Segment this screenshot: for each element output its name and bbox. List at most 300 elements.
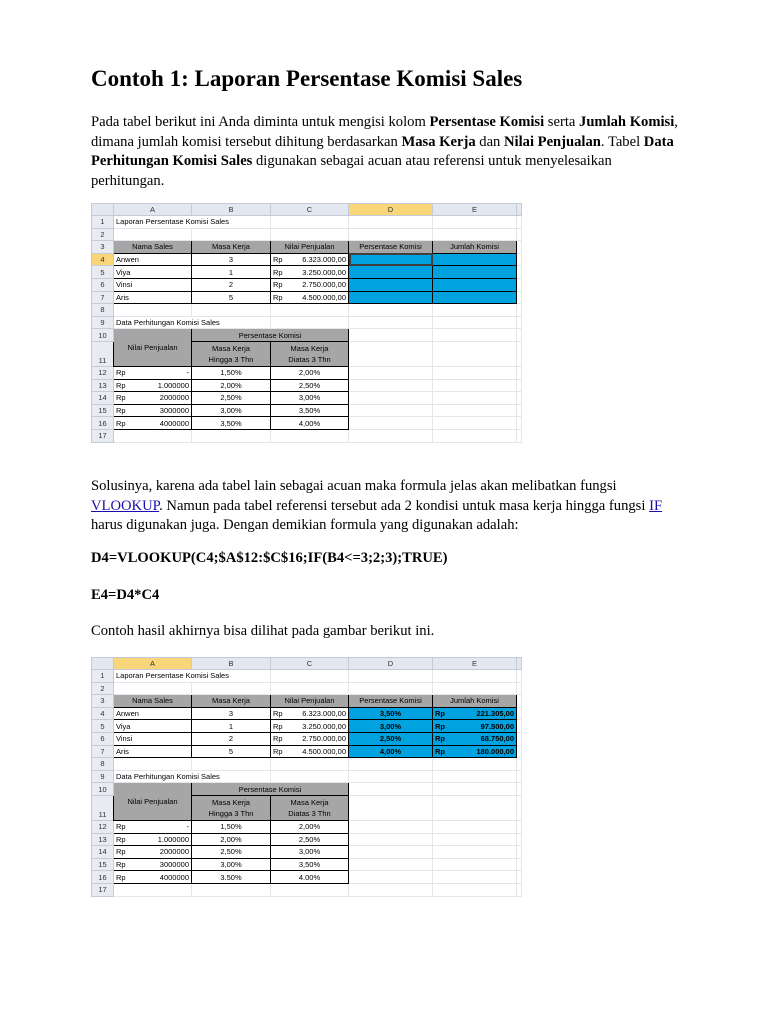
- ref-title[interactable]: Data Perhitungan Komisi Sales: [114, 316, 271, 329]
- row-header[interactable]: 8: [92, 304, 114, 317]
- cell[interactable]: [349, 670, 433, 683]
- cell[interactable]: [517, 278, 522, 291]
- cell[interactable]: [349, 366, 433, 379]
- cell[interactable]: [433, 304, 517, 317]
- cell[interactable]: [517, 871, 522, 884]
- intro-bold: Data Perhitungan Komisi Sales: [91, 133, 674, 169]
- cell[interactable]: [271, 770, 349, 783]
- currency-label: Rp: [435, 721, 445, 731]
- cell[interactable]: [517, 304, 522, 317]
- row-header[interactable]: 13: [92, 833, 114, 846]
- column-header-d[interactable]: D: [349, 658, 433, 670]
- cell-name[interactable]: Viya: [114, 720, 192, 733]
- row-header[interactable]: 15: [92, 858, 114, 871]
- ref-header-line: Masa Kerja: [290, 343, 329, 353]
- ref-nilai[interactable]: [114, 820, 192, 833]
- row-header[interactable]: 6: [92, 278, 114, 291]
- cell-value: 4000000: [159, 872, 189, 882]
- cell[interactable]: [517, 745, 522, 758]
- cell[interactable]: [349, 770, 433, 783]
- row-header[interactable]: 7: [92, 745, 114, 758]
- cell-name[interactable]: Vinsi: [114, 732, 192, 745]
- cell[interactable]: [349, 304, 433, 317]
- ref-header-line: Diatas 3 Thn: [288, 354, 331, 364]
- currency-label: Rp: [116, 847, 126, 857]
- cell[interactable]: [349, 795, 433, 820]
- cell[interactable]: [517, 833, 522, 846]
- column-header-a[interactable]: A: [114, 204, 192, 216]
- cell[interactable]: [349, 820, 433, 833]
- sheet-title[interactable]: Laporan Persentase Komisi Sales: [114, 216, 271, 229]
- row-header[interactable]: 6: [92, 732, 114, 745]
- vlookup-link[interactable]: VLOOKUP: [91, 497, 160, 514]
- cell-name[interactable]: Aris: [114, 291, 192, 304]
- cell[interactable]: [433, 682, 517, 695]
- ref-nilai[interactable]: [114, 833, 192, 846]
- cell[interactable]: [433, 770, 517, 783]
- cell[interactable]: [271, 316, 349, 329]
- ref-header-line: Diatas 3 Thn: [288, 808, 331, 818]
- cell-value: 4.500.000,00: [302, 292, 346, 302]
- cell[interactable]: [433, 404, 517, 417]
- cell[interactable]: [192, 682, 271, 695]
- ref-d3[interactable]: 2,50%: [271, 379, 349, 392]
- ref-h3[interactable]: 2,00%: [192, 833, 271, 846]
- cell[interactable]: [433, 392, 517, 405]
- cell[interactable]: [349, 216, 433, 229]
- cell-name[interactable]: Anwen: [114, 707, 192, 720]
- cell-jumlah[interactable]: [433, 745, 517, 758]
- cell[interactable]: [433, 379, 517, 392]
- cell[interactable]: [271, 670, 349, 683]
- cell[interactable]: [433, 883, 517, 896]
- cell-name[interactable]: Anwen: [114, 253, 192, 266]
- solution-text: . Namun pada tabel referensi tersebut ada 2 kondisi untuk masa kerja hingga fungsi: [159, 497, 650, 514]
- row-header[interactable]: 10: [92, 329, 114, 342]
- cell-masa[interactable]: 1: [192, 266, 271, 279]
- row-header[interactable]: 2: [92, 228, 114, 241]
- intro-paragraph: [91, 113, 681, 191]
- cell-nilai[interactable]: [271, 266, 349, 279]
- ref-nilai[interactable]: [114, 417, 192, 430]
- ref-nilai[interactable]: [114, 871, 192, 884]
- cell-pct[interactable]: 3,00%: [349, 720, 433, 733]
- column-header-f[interactable]: [517, 658, 522, 670]
- ref-h3[interactable]: 3,00%: [192, 404, 271, 417]
- row-header[interactable]: 14: [92, 846, 114, 859]
- cell[interactable]: [517, 883, 522, 896]
- cell-value: 3000000: [159, 860, 189, 870]
- cell-value: 4.500.000,00: [302, 746, 346, 756]
- header-nilai-penjualan[interactable]: Nilai Penjualan: [271, 241, 349, 254]
- cell-masa[interactable]: 3: [192, 253, 271, 266]
- cell-nilai[interactable]: [271, 745, 349, 758]
- select-all-corner[interactable]: [92, 204, 114, 216]
- cell[interactable]: [517, 266, 522, 279]
- column-header-d[interactable]: D: [349, 204, 433, 216]
- cell-masa[interactable]: 5: [192, 745, 271, 758]
- cell[interactable]: [271, 883, 349, 896]
- cell[interactable]: [349, 833, 433, 846]
- currency-label: Rp: [116, 822, 126, 832]
- cell[interactable]: [349, 783, 433, 796]
- row-header[interactable]: 5: [92, 266, 114, 279]
- ref-d3[interactable]: 3,00%: [271, 392, 349, 405]
- cell-nilai[interactable]: [271, 720, 349, 733]
- cell[interactable]: [271, 228, 349, 241]
- cell[interactable]: [517, 429, 522, 442]
- cell-jumlah[interactable]: [433, 266, 517, 279]
- row-header[interactable]: 15: [92, 404, 114, 417]
- currency-label: Rp: [116, 380, 126, 390]
- row-header[interactable]: 4: [92, 707, 114, 720]
- column-header-e[interactable]: E: [433, 658, 517, 670]
- intro-bold: Nilai Penjualan: [504, 133, 601, 150]
- ref-header-line: Hingga 3 Thn: [208, 808, 254, 818]
- cell-nilai[interactable]: [271, 278, 349, 291]
- cell[interactable]: [433, 783, 517, 796]
- cell[interactable]: [433, 228, 517, 241]
- column-header-f[interactable]: [517, 204, 522, 216]
- cell-jumlah[interactable]: [433, 253, 517, 266]
- cell[interactable]: [114, 682, 192, 695]
- cell[interactable]: [517, 366, 522, 379]
- cell[interactable]: [192, 304, 271, 317]
- cell[interactable]: [433, 429, 517, 442]
- ref-h3[interactable]: 2,50%: [192, 846, 271, 859]
- cell[interactable]: [271, 216, 349, 229]
- cell-jumlah[interactable]: [433, 278, 517, 291]
- cell[interactable]: [517, 379, 522, 392]
- cell-name[interactable]: Vinsi: [114, 278, 192, 291]
- ref-nilai[interactable]: [114, 366, 192, 379]
- row-header[interactable]: 9: [92, 316, 114, 329]
- cell[interactable]: [114, 883, 192, 896]
- ref-d3[interactable]: 4,00%: [271, 417, 349, 430]
- cell[interactable]: [271, 758, 349, 771]
- intro-text: . Tabel: [600, 133, 644, 150]
- ref-nilai[interactable]: [114, 392, 192, 405]
- cell[interactable]: [433, 846, 517, 859]
- row-header[interactable]: 1: [92, 216, 114, 229]
- cell-value: 2.750.000,00: [302, 280, 346, 290]
- cell[interactable]: [349, 858, 433, 871]
- cell[interactable]: [433, 833, 517, 846]
- header-jumlah-komisi[interactable]: Jumlah Komisi: [433, 695, 517, 708]
- cell-masa[interactable]: 5: [192, 291, 271, 304]
- cell-pct[interactable]: 4,00%: [349, 745, 433, 758]
- cell[interactable]: [433, 820, 517, 833]
- currency-label: Rp: [435, 734, 445, 744]
- cell[interactable]: [192, 228, 271, 241]
- cell[interactable]: [114, 304, 192, 317]
- cell[interactable]: [192, 758, 271, 771]
- cell[interactable]: [433, 871, 517, 884]
- header-persentase-komisi[interactable]: Persentase Komisi: [349, 241, 433, 254]
- cell[interactable]: [517, 770, 522, 783]
- cell[interactable]: [517, 783, 522, 796]
- cell[interactable]: [517, 695, 522, 708]
- ref-header-hingga[interactable]: [192, 795, 271, 820]
- cell-pct[interactable]: [349, 278, 433, 291]
- cell[interactable]: [192, 883, 271, 896]
- ref-h3[interactable]: 3.50%: [192, 871, 271, 884]
- row-header[interactable]: 16: [92, 871, 114, 884]
- row-header[interactable]: 17: [92, 883, 114, 896]
- cell[interactable]: [349, 883, 433, 896]
- cell[interactable]: [349, 329, 433, 342]
- intro-text: dan: [475, 133, 504, 150]
- cell[interactable]: [114, 429, 192, 442]
- row-header[interactable]: 2: [92, 682, 114, 695]
- cell[interactable]: [349, 417, 433, 430]
- cell-masa[interactable]: 1: [192, 720, 271, 733]
- row-header[interactable]: 3: [92, 241, 114, 254]
- ref-d3[interactable]: 4.00%: [271, 871, 349, 884]
- cell[interactable]: [517, 707, 522, 720]
- cell-name[interactable]: Viya: [114, 266, 192, 279]
- cell-nilai[interactable]: [271, 707, 349, 720]
- ref-d3[interactable]: 3,50%: [271, 858, 349, 871]
- cell[interactable]: [517, 392, 522, 405]
- currency-label: Rp: [116, 393, 126, 403]
- column-header-b[interactable]: B: [192, 204, 271, 216]
- cell[interactable]: [517, 329, 522, 342]
- cell[interactable]: [517, 758, 522, 771]
- cell[interactable]: [349, 228, 433, 241]
- cell-value: 3000000: [159, 406, 189, 416]
- cell[interactable]: [517, 858, 522, 871]
- currency-label: Rp: [116, 860, 126, 870]
- ref-header-hingga[interactable]: [192, 341, 271, 366]
- cell-value: 68.750,00: [480, 734, 514, 744]
- cell-nilai[interactable]: [271, 732, 349, 745]
- spreadsheet-result: [91, 657, 522, 897]
- cell-pct[interactable]: [349, 291, 433, 304]
- ref-header-diatas[interactable]: [271, 341, 349, 366]
- ref-nilai[interactable]: [114, 858, 192, 871]
- intro-text: serta: [544, 114, 580, 130]
- page-title: Contoh 1: Laporan Persentase Komisi Sales: [91, 66, 523, 91]
- ref-header-nilai[interactable]: Nilai Penjualan: [114, 783, 192, 821]
- ref-title[interactable]: Data Perhitungan Komisi Sales: [114, 770, 271, 783]
- sheet-title[interactable]: Laporan Persentase Komisi Sales: [114, 670, 271, 683]
- cell[interactable]: [349, 341, 433, 366]
- cell[interactable]: [349, 429, 433, 442]
- cell[interactable]: [271, 304, 349, 317]
- currency-label: Rp: [273, 267, 283, 277]
- cell-masa[interactable]: 3: [192, 707, 271, 720]
- header-jumlah-komisi[interactable]: Jumlah Komisi: [433, 241, 517, 254]
- ref-d3[interactable]: 3,00%: [271, 846, 349, 859]
- column-header-b[interactable]: B: [192, 658, 271, 670]
- header-persentase-komisi[interactable]: Persentase Komisi: [349, 695, 433, 708]
- result-paragraph: Contoh hasil akhirnya bisa dilihat pada gambar berikut ini.: [91, 623, 435, 639]
- cell-value: -: [186, 822, 189, 832]
- row-header[interactable]: 11: [92, 795, 114, 820]
- row-header[interactable]: 4: [92, 253, 114, 266]
- ref-nilai[interactable]: [114, 404, 192, 417]
- cell[interactable]: [433, 216, 517, 229]
- ref-d3[interactable]: 2,00%: [271, 820, 349, 833]
- cell[interactable]: [349, 846, 433, 859]
- row-header[interactable]: 14: [92, 392, 114, 405]
- cell-pct[interactable]: 2,50%: [349, 732, 433, 745]
- cell[interactable]: [192, 429, 271, 442]
- ref-d3[interactable]: 2,50%: [271, 833, 349, 846]
- cell[interactable]: [433, 858, 517, 871]
- solution-paragraph: [91, 477, 681, 536]
- cell[interactable]: [433, 329, 517, 342]
- ref-nilai[interactable]: [114, 379, 192, 392]
- cell[interactable]: [114, 758, 192, 771]
- ref-header-pct[interactable]: Persentase Komisi: [192, 783, 349, 796]
- ref-header-line: Masa Kerja: [212, 343, 250, 353]
- currency-label: Rp: [116, 368, 126, 378]
- currency-label: Rp: [435, 746, 445, 756]
- column-header-c[interactable]: C: [271, 204, 349, 216]
- cell[interactable]: [433, 366, 517, 379]
- cell[interactable]: [349, 316, 433, 329]
- cell[interactable]: [271, 429, 349, 442]
- cell-value: 1.000000: [157, 380, 189, 390]
- ref-header-line: Masa Kerja: [212, 797, 250, 807]
- cell[interactable]: [517, 820, 522, 833]
- cell-jumlah[interactable]: [433, 720, 517, 733]
- cell[interactable]: [517, 291, 522, 304]
- cell[interactable]: [433, 670, 517, 683]
- row-header[interactable]: 3: [92, 695, 114, 708]
- cell[interactable]: [271, 682, 349, 695]
- if-link[interactable]: IF: [649, 497, 663, 514]
- row-header[interactable]: 7: [92, 291, 114, 304]
- cell[interactable]: [517, 670, 522, 683]
- cell[interactable]: [349, 392, 433, 405]
- active-cell-d4[interactable]: [349, 253, 433, 266]
- cell[interactable]: [433, 341, 517, 366]
- cell[interactable]: [517, 795, 522, 820]
- cell-masa[interactable]: 2: [192, 732, 271, 745]
- cell[interactable]: [433, 417, 517, 430]
- cell[interactable]: [517, 241, 522, 254]
- cell-value: 3.250.000,00: [302, 721, 346, 731]
- ref-h3[interactable]: 3,50%: [192, 417, 271, 430]
- row-header[interactable]: 10: [92, 783, 114, 796]
- intro-bold: Persentase Komisi: [429, 114, 545, 130]
- cell[interactable]: [517, 341, 522, 366]
- cell[interactable]: [517, 720, 522, 733]
- row-header[interactable]: 17: [92, 429, 114, 442]
- solution-text: harus digunakan juga. Dengan demikian formula yang digunakan adalah:: [91, 517, 519, 533]
- cell[interactable]: [349, 758, 433, 771]
- ref-h3[interactable]: 1,50%: [192, 366, 271, 379]
- currency-label: Rp: [273, 709, 283, 719]
- cell-masa[interactable]: 2: [192, 278, 271, 291]
- cell[interactable]: [349, 379, 433, 392]
- cell[interactable]: [433, 316, 517, 329]
- ref-header-pct[interactable]: Persentase Komisi: [192, 329, 349, 342]
- cell[interactable]: [349, 871, 433, 884]
- ref-h3[interactable]: 1,50%: [192, 820, 271, 833]
- row-header[interactable]: 8: [92, 758, 114, 771]
- cell-jumlah[interactable]: [433, 732, 517, 745]
- cell-pct[interactable]: [349, 266, 433, 279]
- cell[interactable]: [349, 682, 433, 695]
- cell[interactable]: [517, 682, 522, 695]
- ref-nilai[interactable]: [114, 846, 192, 859]
- row-header[interactable]: 9: [92, 770, 114, 783]
- row-header[interactable]: 12: [92, 820, 114, 833]
- cell[interactable]: [517, 253, 522, 266]
- currency-label: Rp: [116, 418, 126, 428]
- ref-d3[interactable]: 2,00%: [271, 366, 349, 379]
- cell[interactable]: [433, 795, 517, 820]
- cell[interactable]: [517, 732, 522, 745]
- header-masa-kerja[interactable]: Masa Kerja: [192, 695, 271, 708]
- cell[interactable]: [517, 316, 522, 329]
- header-nama-sales[interactable]: Nama Sales: [114, 241, 192, 254]
- cell-name[interactable]: Aris: [114, 745, 192, 758]
- row-header[interactable]: 12: [92, 366, 114, 379]
- spreadsheet-input: [91, 203, 522, 443]
- row-header[interactable]: 11: [92, 341, 114, 366]
- currency-label: Rp: [273, 255, 283, 265]
- cell-nilai[interactable]: [271, 291, 349, 304]
- cell[interactable]: [433, 758, 517, 771]
- header-nilai-penjualan[interactable]: Nilai Penjualan: [271, 695, 349, 708]
- formula-e4: E4=D4*C4: [91, 587, 160, 603]
- row-header[interactable]: 1: [92, 670, 114, 683]
- select-all-corner[interactable]: [92, 658, 114, 670]
- column-header-e[interactable]: E: [433, 204, 517, 216]
- currency-label: Rp: [116, 406, 126, 416]
- cell-jumlah[interactable]: [433, 707, 517, 720]
- cell[interactable]: [517, 417, 522, 430]
- cell-value: 2000000: [159, 847, 189, 857]
- ref-header-diatas[interactable]: [271, 795, 349, 820]
- ref-h3[interactable]: 2,50%: [192, 392, 271, 405]
- header-nama-sales[interactable]: Nama Sales: [114, 695, 192, 708]
- currency-label: Rp: [273, 292, 283, 302]
- cell[interactable]: [349, 404, 433, 417]
- cell[interactable]: [517, 846, 522, 859]
- cell-pct[interactable]: 3,50%: [349, 707, 433, 720]
- intro-bold: Jumlah Komisi: [579, 114, 675, 130]
- cell-nilai[interactable]: [271, 253, 349, 266]
- row-header[interactable]: 5: [92, 720, 114, 733]
- intro-bold: Masa Kerja: [401, 133, 476, 150]
- cell[interactable]: [517, 228, 522, 241]
- ref-h3[interactable]: 3,00%: [192, 858, 271, 871]
- row-header[interactable]: 13: [92, 379, 114, 392]
- ref-d3[interactable]: 3,50%: [271, 404, 349, 417]
- intro-text: Pada tabel berikut ini Anda diminta untuk mengisi kolom: [91, 114, 430, 130]
- formula-d4: D4=VLOOKUP(C4;$A$12:$C$16;IF(B4<=3;2;3);TRUE): [91, 550, 448, 566]
- row-header[interactable]: 16: [92, 417, 114, 430]
- cell-value: 3.250.000,00: [302, 267, 346, 277]
- column-header-a[interactable]: A: [114, 658, 192, 670]
- column-header-c[interactable]: C: [271, 658, 349, 670]
- cell[interactable]: [114, 228, 192, 241]
- cell-jumlah[interactable]: [433, 291, 517, 304]
- ref-header-line: Hingga 3 Thn: [208, 354, 254, 364]
- cell[interactable]: [517, 216, 522, 229]
- cell[interactable]: [517, 404, 522, 417]
- ref-header-nilai[interactable]: Nilai Penjualan: [114, 329, 192, 367]
- ref-h3[interactable]: 2,00%: [192, 379, 271, 392]
- currency-label: Rp: [273, 746, 283, 756]
- header-masa-kerja[interactable]: Masa Kerja: [192, 241, 271, 254]
